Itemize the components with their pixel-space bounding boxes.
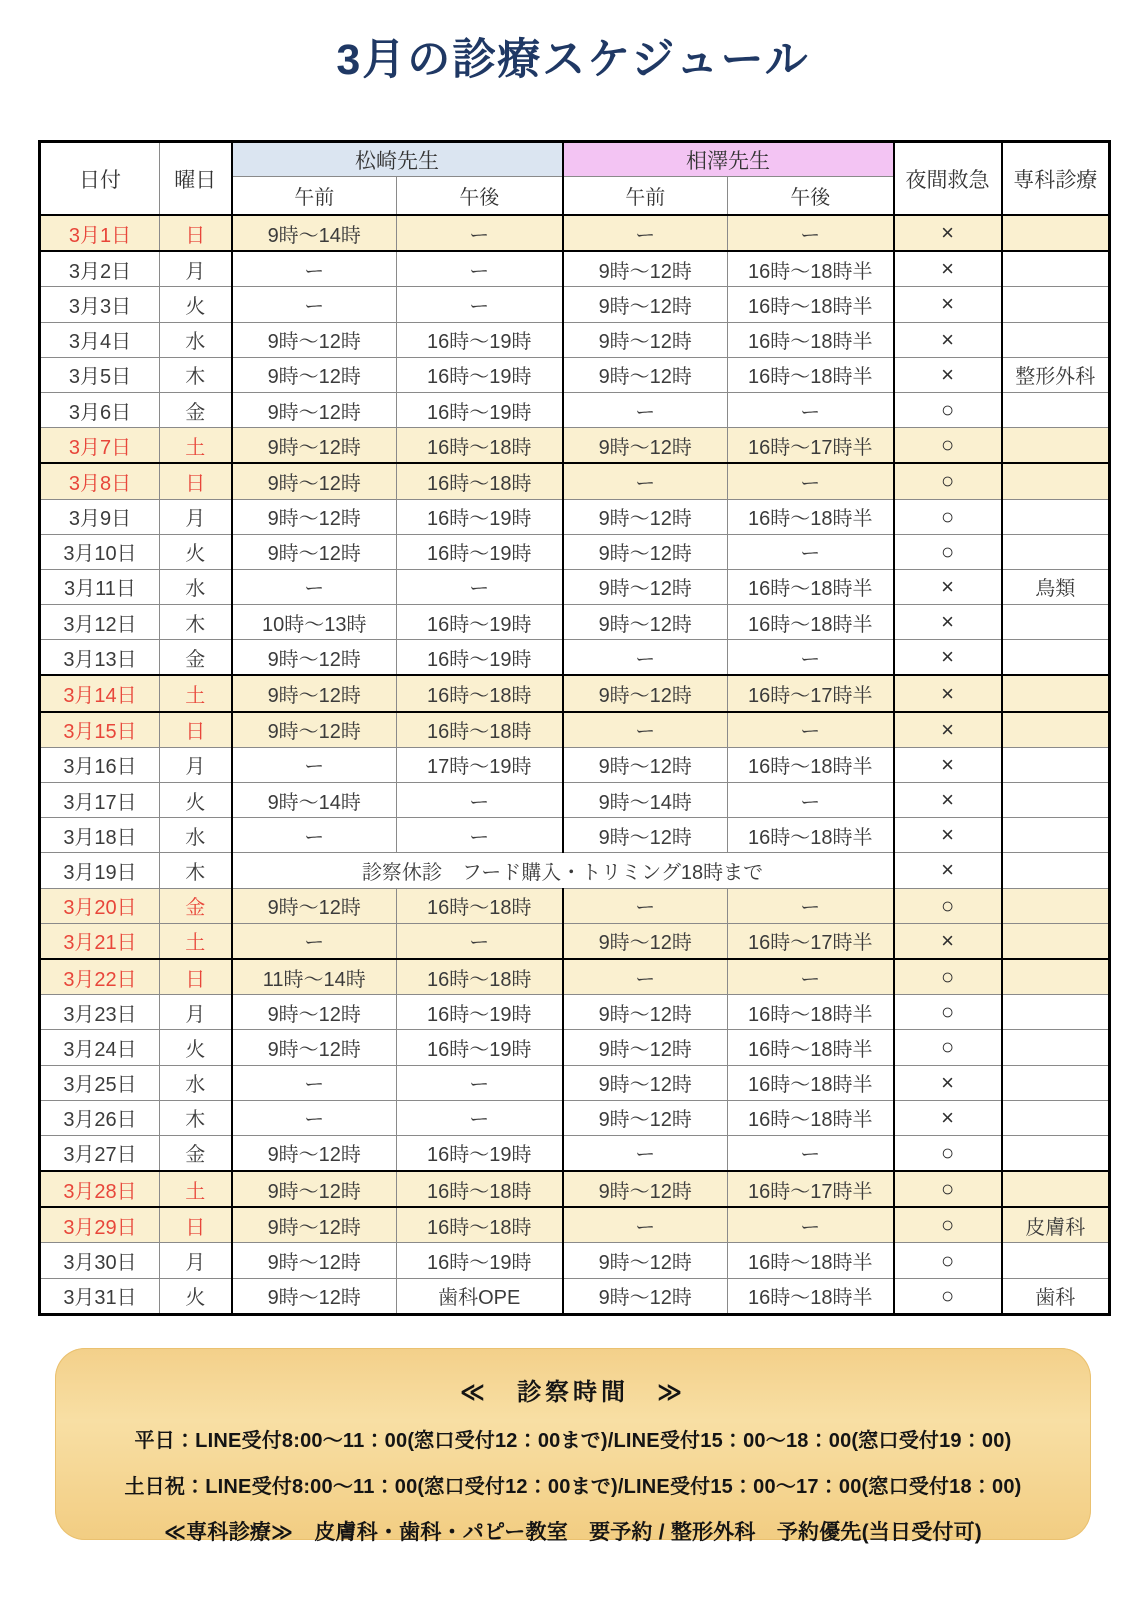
specialty-cell [1002,534,1110,569]
table-row [40,251,1110,287]
schedule-cell: 9時～12時 [563,1030,728,1065]
header-day: 曜日 [160,142,232,216]
schedule-cell: 9時～12時 [232,995,397,1030]
schedule-cell: 9時～12時 [232,712,397,748]
schedule-cell: 16時～18時 [397,428,563,464]
table-row [40,923,1110,959]
table-row [40,1135,1110,1171]
table-row [40,287,1110,322]
table-row [40,357,1110,392]
info-line-specialty: ≪専科診療≫ 皮膚科・歯科・パピー教室 要予約 / 整形外科 予約優先(当日受付可) [163,1521,982,1544]
table-row [40,995,1110,1030]
schedule-cell: 16時～19時 [397,640,563,676]
day-cell: 金 [160,640,232,676]
day-cell: 日 [160,215,232,251]
night-emergency-cell: × [894,712,1002,748]
day-cell: 水 [160,569,232,604]
night-emergency-cell: ○ [894,499,1002,534]
specialty-cell [1002,1135,1110,1171]
day-cell: 水 [160,818,232,853]
specialty-cell [1002,605,1110,640]
schedule-cell: 9時～12時 [563,1065,728,1100]
night-emergency-cell: × [894,747,1002,782]
schedule-cell: 9時～12時 [232,1207,397,1243]
specialty-cell [1002,1100,1110,1135]
table-row [40,1243,1110,1278]
specialty-cell: 鳥類 [1002,569,1110,604]
night-emergency-cell: × [894,287,1002,322]
schedule-cell: 16時～18時 [397,712,563,748]
schedule-cell: 16時～18時半 [728,605,894,640]
day-cell: 土 [160,428,232,464]
day-cell: 金 [160,392,232,427]
schedule-cell: 9時～12時 [563,251,728,287]
table-row [40,818,1110,853]
night-emergency-cell: × [894,251,1002,287]
doctor1-pm-header: 午後 [397,177,563,216]
day-cell: 火 [160,1030,232,1065]
date-cell: 3月1日 [40,215,160,251]
schedule-cell: 9時～12時 [232,499,397,534]
schedule-cell: 16時～18時半 [728,1100,894,1135]
specialty-cell [1002,392,1110,427]
schedule-cell: 16時～19時 [397,534,563,569]
date-cell: 3月25日 [40,1065,160,1100]
specialty-cell [1002,251,1110,287]
doctor2-pm-header: 午後 [728,177,894,216]
schedule-cell: ー [563,463,728,499]
schedule-cell: 9時～12時 [232,534,397,569]
day-cell: 日 [160,1207,232,1243]
specialty-cell [1002,995,1110,1030]
night-emergency-cell: ○ [894,1030,1002,1065]
schedule-cell: ー [397,818,563,853]
schedule-cell: ー [232,287,397,322]
schedule-cell: ー [563,888,728,923]
day-cell: 土 [160,923,232,959]
schedule-cell: 16時～18時半 [728,569,894,604]
schedule-cell: 16時～17時半 [728,1171,894,1207]
specialty-cell [1002,428,1110,464]
schedule-cell: 9時～12時 [563,923,728,959]
schedule-cell: 9時～12時 [232,357,397,392]
schedule-cell: 9時～12時 [232,888,397,923]
table-row [40,463,1110,499]
day-cell: 土 [160,1171,232,1207]
date-cell: 3月31日 [40,1278,160,1314]
schedule-cell: ー [397,287,563,322]
page-title: 3月の診療スケジュール [336,36,810,84]
day-cell: 木 [160,357,232,392]
schedule-cell: 9時～12時 [232,1030,397,1065]
schedule-cell: 9時～14時 [232,215,397,251]
specialty-cell [1002,712,1110,748]
date-cell: 3月24日 [40,1030,160,1065]
schedule-cell: ー [563,392,728,427]
day-cell: 金 [160,1135,232,1171]
night-emergency-cell: ○ [894,888,1002,923]
schedule-cell: ー [397,251,563,287]
schedule-cell: ー [728,712,894,748]
specialty-cell [1002,888,1110,923]
schedule-cell: 16時～19時 [397,1030,563,1065]
schedule-cell: ー [563,1207,728,1243]
table-row [40,1030,1110,1065]
day-cell: 月 [160,1243,232,1278]
schedule-cell: 16時～18時半 [728,499,894,534]
table-row [40,392,1110,427]
schedule-cell: 16時～18時 [397,463,563,499]
schedule-cell: 16時～18時半 [728,251,894,287]
night-emergency-cell: × [894,1065,1002,1100]
day-cell: 月 [160,499,232,534]
date-cell: 3月26日 [40,1100,160,1135]
schedule-cell: 16時～18時 [397,1207,563,1243]
schedule-cell: 9時～12時 [563,322,728,357]
date-cell: 3月10日 [40,534,160,569]
table-row [40,747,1110,782]
schedule-cell: 16時～18時半 [728,1278,894,1314]
night-emergency-cell: ○ [894,534,1002,569]
day-cell: 月 [160,251,232,287]
date-cell: 3月12日 [40,605,160,640]
schedule-cell: ー [728,215,894,251]
schedule-cell: 16時～18時半 [728,1065,894,1100]
night-emergency-cell: ○ [894,428,1002,464]
date-cell: 3月17日 [40,783,160,818]
schedule-cell: 17時～19時 [397,747,563,782]
schedule-cell: 9時～12時 [232,1243,397,1278]
day-cell: 木 [160,605,232,640]
schedule-cell: 16時～19時 [397,392,563,427]
day-cell: 木 [160,1100,232,1135]
schedule-cell: ー [232,1100,397,1135]
schedule-cell: ー [728,1207,894,1243]
night-emergency-cell: × [894,783,1002,818]
schedule-cell: 9時～12時 [232,1135,397,1171]
schedule-cell: ー [397,1100,563,1135]
schedule-cell: ー [232,818,397,853]
schedule-cell: 9時～12時 [232,428,397,464]
night-emergency-cell: × [894,818,1002,853]
schedule-cell: 9時～12時 [563,747,728,782]
schedule-cell: 16時～18時半 [728,1030,894,1065]
specialty-cell [1002,215,1110,251]
specialty-cell [1002,675,1110,711]
schedule-cell: ー [728,1135,894,1171]
schedule-cell: 9時～12時 [563,569,728,604]
schedule-cell: ー [397,1065,563,1100]
day-cell: 日 [160,712,232,748]
doctor1-am-header: 午前 [232,177,397,216]
schedule-cell: ー [232,747,397,782]
day-cell: 水 [160,1065,232,1100]
info-box [55,1348,1091,1544]
schedule-cell: 16時～18時 [397,675,563,711]
night-emergency-cell: × [894,853,1002,888]
schedule-cell: 9時～12時 [563,428,728,464]
table-row [40,640,1110,676]
schedule-table [38,140,1111,1316]
date-cell: 3月21日 [40,923,160,959]
schedule-cell: 9時～12時 [563,1100,728,1135]
table-row [40,1278,1110,1314]
schedule-cell: 16時～18時半 [728,818,894,853]
doctor2-header: 相澤先生 [563,142,894,177]
doctor2-am-header: 午前 [563,177,728,216]
schedule-cell: 9時～12時 [563,1278,728,1314]
schedule-cell: ー [232,923,397,959]
date-cell: 3月11日 [40,569,160,604]
date-cell: 3月7日 [40,428,160,464]
schedule-cell: 16時～19時 [397,499,563,534]
night-emergency-cell: × [894,605,1002,640]
schedule-cell: 9時～12時 [563,995,728,1030]
night-emergency-cell: ○ [894,995,1002,1030]
day-cell: 月 [160,747,232,782]
date-cell: 3月20日 [40,888,160,923]
table-row [40,959,1110,995]
day-cell: 土 [160,675,232,711]
info-line-weekend: 土日祝：LINE受付8:00～11：00(窓口受付12：00まで)/LINE受付15：00～17：00(窓口受付18：00) [124,1476,1022,1498]
table-row [40,853,1110,888]
date-cell: 3月23日 [40,995,160,1030]
date-cell: 3月29日 [40,1207,160,1243]
table-row [40,783,1110,818]
schedule-cell: 16時～17時半 [728,675,894,711]
schedule-cell: ー [728,534,894,569]
schedule-cell: 16時～18時半 [728,747,894,782]
day-cell: 火 [160,287,232,322]
schedule-cell: 16時～18時半 [728,357,894,392]
specialty-cell: 皮膚科 [1002,1207,1110,1243]
schedule-cell: ー [563,712,728,748]
schedule-cell: 9時～12時 [232,1278,397,1314]
table-row [40,499,1110,534]
table-row [40,605,1110,640]
day-cell: 日 [160,463,232,499]
schedule-cell: 9時～12時 [563,1243,728,1278]
specialty-cell [1002,818,1110,853]
schedule-cell: 16時～18時半 [728,322,894,357]
date-cell: 3月14日 [40,675,160,711]
date-cell: 3月15日 [40,712,160,748]
specialty-cell [1002,1065,1110,1100]
header-row-doctors [40,142,1110,177]
schedule-cell: 9時～12時 [232,392,397,427]
night-emergency-cell: × [894,640,1002,676]
specialty-cell [1002,322,1110,357]
day-cell: 木 [160,853,232,888]
schedule-cell: 9時～12時 [563,287,728,322]
info-box-title: ≪ 診察時間 ≫ [459,1379,687,1406]
schedule-cell: 歯科OPE [397,1278,563,1314]
schedule-cell: 16時～19時 [397,357,563,392]
schedule-cell: 9時～12時 [232,640,397,676]
schedule-cell: 11時～14時 [232,959,397,995]
specialty-cell [1002,923,1110,959]
date-cell: 3月4日 [40,322,160,357]
closed-notice-cell: 診察休診 フード購入・トリミング18時まで [232,853,894,888]
schedule-cell: ー [563,1135,728,1171]
specialty-cell [1002,287,1110,322]
schedule-cell: 16時～19時 [397,995,563,1030]
specialty-cell [1002,853,1110,888]
schedule-cell: 9時～12時 [563,499,728,534]
specialty-cell [1002,1030,1110,1065]
schedule-cell: ー [563,215,728,251]
day-cell: 金 [160,888,232,923]
date-cell: 3月22日 [40,959,160,995]
table-row [40,1100,1110,1135]
day-cell: 火 [160,534,232,569]
table-row [40,712,1110,748]
schedule-cell: ー [728,888,894,923]
schedule-cell: 9時～12時 [232,1171,397,1207]
schedule-cell: 16時～18時半 [728,1243,894,1278]
schedule-cell: 9時～14時 [563,783,728,818]
schedule-cell: 9時～12時 [232,463,397,499]
night-emergency-cell: × [894,215,1002,251]
schedule-cell: 9時～12時 [563,534,728,569]
schedule-cell: ー [728,392,894,427]
date-cell: 3月30日 [40,1243,160,1278]
night-emergency-cell: × [894,1100,1002,1135]
header-date: 日付 [40,142,160,216]
date-cell: 3月16日 [40,747,160,782]
schedule-cell: 9時～12時 [563,357,728,392]
schedule-cell: 16時～18時 [397,1171,563,1207]
date-cell: 3月3日 [40,287,160,322]
specialty-cell [1002,499,1110,534]
date-cell: 3月19日 [40,853,160,888]
doctor1-header: 松崎先生 [232,142,563,177]
schedule-cell: 9時～12時 [563,675,728,711]
schedule-cell: 16時～19時 [397,1243,563,1278]
date-cell: 3月2日 [40,251,160,287]
schedule-cell: ー [232,1065,397,1100]
schedule-cell: 9時～12時 [563,1171,728,1207]
date-cell: 3月13日 [40,640,160,676]
schedule-cell: ー [728,783,894,818]
schedule-cell: ー [563,959,728,995]
night-emergency-cell: × [894,923,1002,959]
night-emergency-cell: ○ [894,1278,1002,1314]
night-emergency-cell: ○ [894,463,1002,499]
schedule-cell: 9時～12時 [232,322,397,357]
schedule-cell: ー [728,640,894,676]
schedule-cell: ー [232,569,397,604]
specialty-cell [1002,1171,1110,1207]
header-specialty: 専科診療 [1002,142,1110,216]
date-cell: 3月8日 [40,463,160,499]
date-cell: 3月5日 [40,357,160,392]
night-emergency-cell: ○ [894,1243,1002,1278]
table-row [40,675,1110,711]
schedule-cell: 9時～14時 [232,783,397,818]
night-emergency-cell: × [894,322,1002,357]
table-row [40,1171,1110,1207]
schedule-cell: 16時～17時半 [728,923,894,959]
schedule-cell: ー [397,215,563,251]
schedule-cell: 16時～19時 [397,605,563,640]
schedule-cell: ー [397,923,563,959]
table-row [40,428,1110,464]
night-emergency-cell: ○ [894,959,1002,995]
table-row [40,1065,1110,1100]
schedule-cell: 9時～12時 [563,605,728,640]
night-emergency-cell: × [894,357,1002,392]
schedule-cell: 16時～19時 [397,322,563,357]
schedule-cell: 16時～18時半 [728,287,894,322]
specialty-cell [1002,747,1110,782]
table-row [40,215,1110,251]
schedule-cell: 16時～18時半 [728,995,894,1030]
night-emergency-cell: ○ [894,1135,1002,1171]
specialty-cell [1002,959,1110,995]
night-emergency-cell: ○ [894,392,1002,427]
day-cell: 月 [160,995,232,1030]
schedule-cell: 9時～12時 [563,818,728,853]
table-row [40,322,1110,357]
schedule-cell: 16時～17時半 [728,428,894,464]
day-cell: 日 [160,959,232,995]
date-cell: 3月28日 [40,1171,160,1207]
schedule-cell: ー [563,640,728,676]
header-night-emergency: 夜間救急 [894,142,1002,216]
night-emergency-cell: ○ [894,1171,1002,1207]
day-cell: 火 [160,783,232,818]
date-cell: 3月6日 [40,392,160,427]
schedule-cell: 16時～18時 [397,888,563,923]
schedule-cell: 10時～13時 [232,605,397,640]
table-row [40,1207,1110,1243]
night-emergency-cell: × [894,569,1002,604]
date-cell: 3月9日 [40,499,160,534]
info-line-weekday: 平日：LINE受付8:00～11：00(窓口受付12：00まで)/LINE受付15：00～18：00(窓口受付19：00) [134,1430,1012,1452]
schedule-rows [40,215,1110,1314]
specialty-cell: 歯科 [1002,1278,1110,1314]
specialty-cell [1002,1243,1110,1278]
specialty-cell [1002,783,1110,818]
specialty-cell [1002,640,1110,676]
date-cell: 3月27日 [40,1135,160,1171]
schedule-cell: ー [397,569,563,604]
schedule-cell: ー [728,463,894,499]
night-emergency-cell: × [894,675,1002,711]
schedule-cell: 16時～18時 [397,959,563,995]
day-cell: 水 [160,322,232,357]
day-cell: 火 [160,1278,232,1314]
night-emergency-cell: ○ [894,1207,1002,1243]
table-row [40,888,1110,923]
schedule-cell: ー [397,783,563,818]
date-cell: 3月18日 [40,818,160,853]
table-row [40,569,1110,604]
schedule-cell: 16時～19時 [397,1135,563,1171]
specialty-cell: 整形外科 [1002,357,1110,392]
specialty-cell [1002,463,1110,499]
table-row [40,534,1110,569]
schedule-cell: 9時～12時 [232,675,397,711]
schedule-cell: ー [232,251,397,287]
schedule-cell: ー [728,959,894,995]
